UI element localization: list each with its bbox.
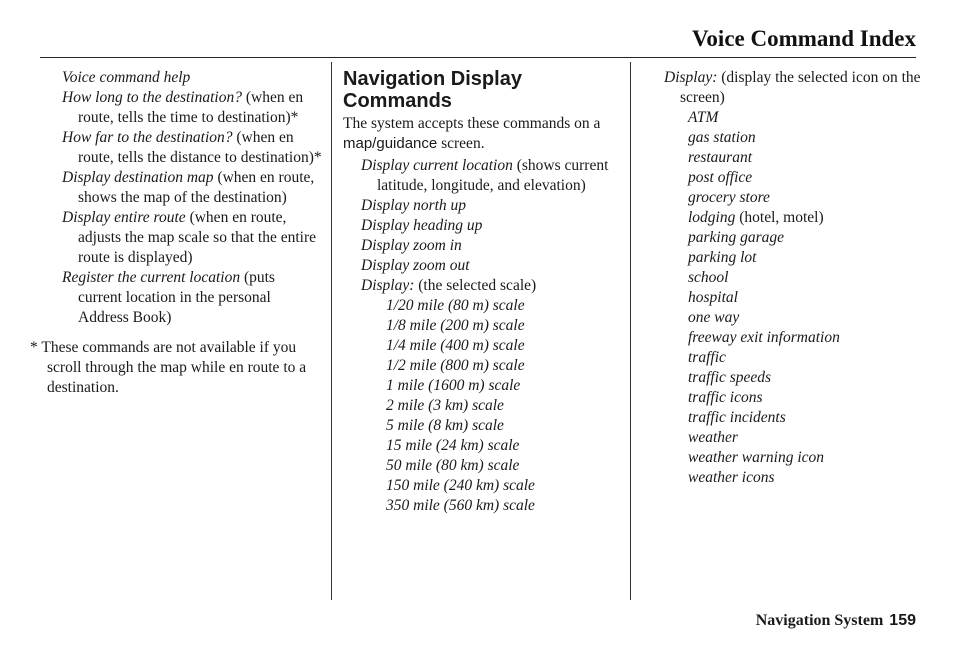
icon-option: hospital (688, 289, 738, 306)
footnote: * These commands are not available if you scroll through the map while en route to a destination. (30, 339, 307, 396)
command-description: (when en route, adjusts the map scale so that the entire route is displayed) (78, 209, 317, 266)
column-divider-2 (630, 62, 631, 600)
scale-option: 50 mile (80 km) scale (386, 457, 520, 474)
footer-section: Navigation System (755, 612, 884, 629)
intro-text: The system accepts these commands on a (343, 115, 601, 132)
scale-option: 1/2 mile (800 m) scale (386, 357, 525, 374)
command-entry (62, 128, 322, 168)
command-entry (361, 236, 623, 256)
column-divider-1 (331, 62, 332, 600)
command-entry (361, 196, 623, 216)
icon-option-lodging (688, 208, 930, 228)
command-name: Display: (361, 277, 415, 294)
scale-option: 15 mile (24 km) scale (386, 437, 520, 454)
command-entry (664, 68, 930, 108)
command-description: (when en route, tells the time to destination)* (78, 89, 304, 126)
icon-option: weather (688, 429, 738, 446)
scale-option: 1/8 mile (200 m) scale (386, 317, 525, 334)
icon-option: freeway exit information (688, 329, 840, 346)
command-name: Display heading up (361, 217, 483, 234)
icon-option: weather warning icon (688, 449, 825, 466)
command-entry (62, 68, 322, 88)
command-name: Display current location (361, 157, 513, 174)
icon-option: weather icons (688, 469, 775, 486)
icon-option: traffic icons (688, 389, 763, 406)
icon-option-name: lodging (688, 209, 736, 226)
command-entry (62, 88, 322, 128)
command-entry (62, 268, 322, 328)
section-heading: Navigation Display Commands (343, 68, 522, 112)
scale-option: 2 mile (3 km) scale (386, 397, 504, 414)
icon-option: restaurant (688, 149, 753, 166)
page-number: 159 (889, 612, 916, 629)
scale-option: 150 mile (240 km) scale (386, 477, 535, 494)
command-name: Display north up (361, 197, 467, 214)
icon-option: gas station (688, 129, 756, 146)
title-rule (40, 57, 916, 58)
command-description: (when en route, tells the distance to destination)* (78, 129, 322, 166)
page-title: Voice Command Index (691, 26, 916, 51)
column-2 (343, 68, 623, 516)
command-name: How long to the destination? (62, 89, 242, 106)
scale-option: 1/20 mile (80 m) scale (386, 297, 525, 314)
command-entry (361, 256, 623, 276)
command-entry (361, 276, 623, 296)
command-entry (62, 208, 322, 268)
icon-option: traffic incidents (688, 409, 786, 426)
scale-option: 1 mile (1600 m) scale (386, 377, 521, 394)
command-description: (when en route, shows the map of the destination) (78, 169, 315, 206)
command-description: (display the selected icon on the screen) (680, 69, 921, 106)
command-name: Display zoom out (361, 257, 470, 274)
command-name: Voice command help (62, 69, 191, 86)
command-name: How far to the destination? (62, 129, 233, 146)
icon-option: traffic speeds (688, 369, 772, 386)
icon-option: traffic (688, 349, 726, 366)
icon-option: post office (688, 169, 753, 186)
scale-option: 350 mile (560 km) scale (386, 497, 535, 514)
icon-option: ATM (688, 109, 719, 126)
icon-option: school (688, 269, 729, 286)
page-footer (756, 612, 916, 630)
command-entry (361, 216, 623, 236)
scale-option: 5 mile (8 km) scale (386, 417, 504, 434)
intro-text-end: screen. (437, 135, 485, 152)
screen-name: map/guidance (343, 135, 438, 152)
scale-option: 1/4 mile (400 m) scale (386, 337, 525, 354)
section-intro (343, 114, 623, 154)
command-name: Display zoom in (361, 237, 462, 254)
icon-option: parking garage (688, 229, 785, 246)
icon-option: parking lot (688, 249, 757, 266)
command-description: (the selected scale) (414, 277, 537, 294)
command-name: Display entire route (62, 209, 186, 226)
icon-option-note: (hotel, motel) (735, 209, 824, 226)
command-description: (shows current latitude, longitude, and elevation) (377, 157, 609, 194)
column-3 (660, 68, 930, 488)
command-name: Display destination map (62, 169, 214, 186)
command-name: Register the current location (62, 269, 241, 286)
icon-option: one way (688, 309, 740, 326)
command-name: Display: (664, 69, 718, 86)
command-entry (361, 156, 623, 196)
command-entry (62, 168, 322, 208)
column-1 (30, 68, 322, 398)
command-description: (puts current location in the personal Address Book) (78, 269, 275, 326)
icon-option: grocery store (688, 189, 770, 206)
